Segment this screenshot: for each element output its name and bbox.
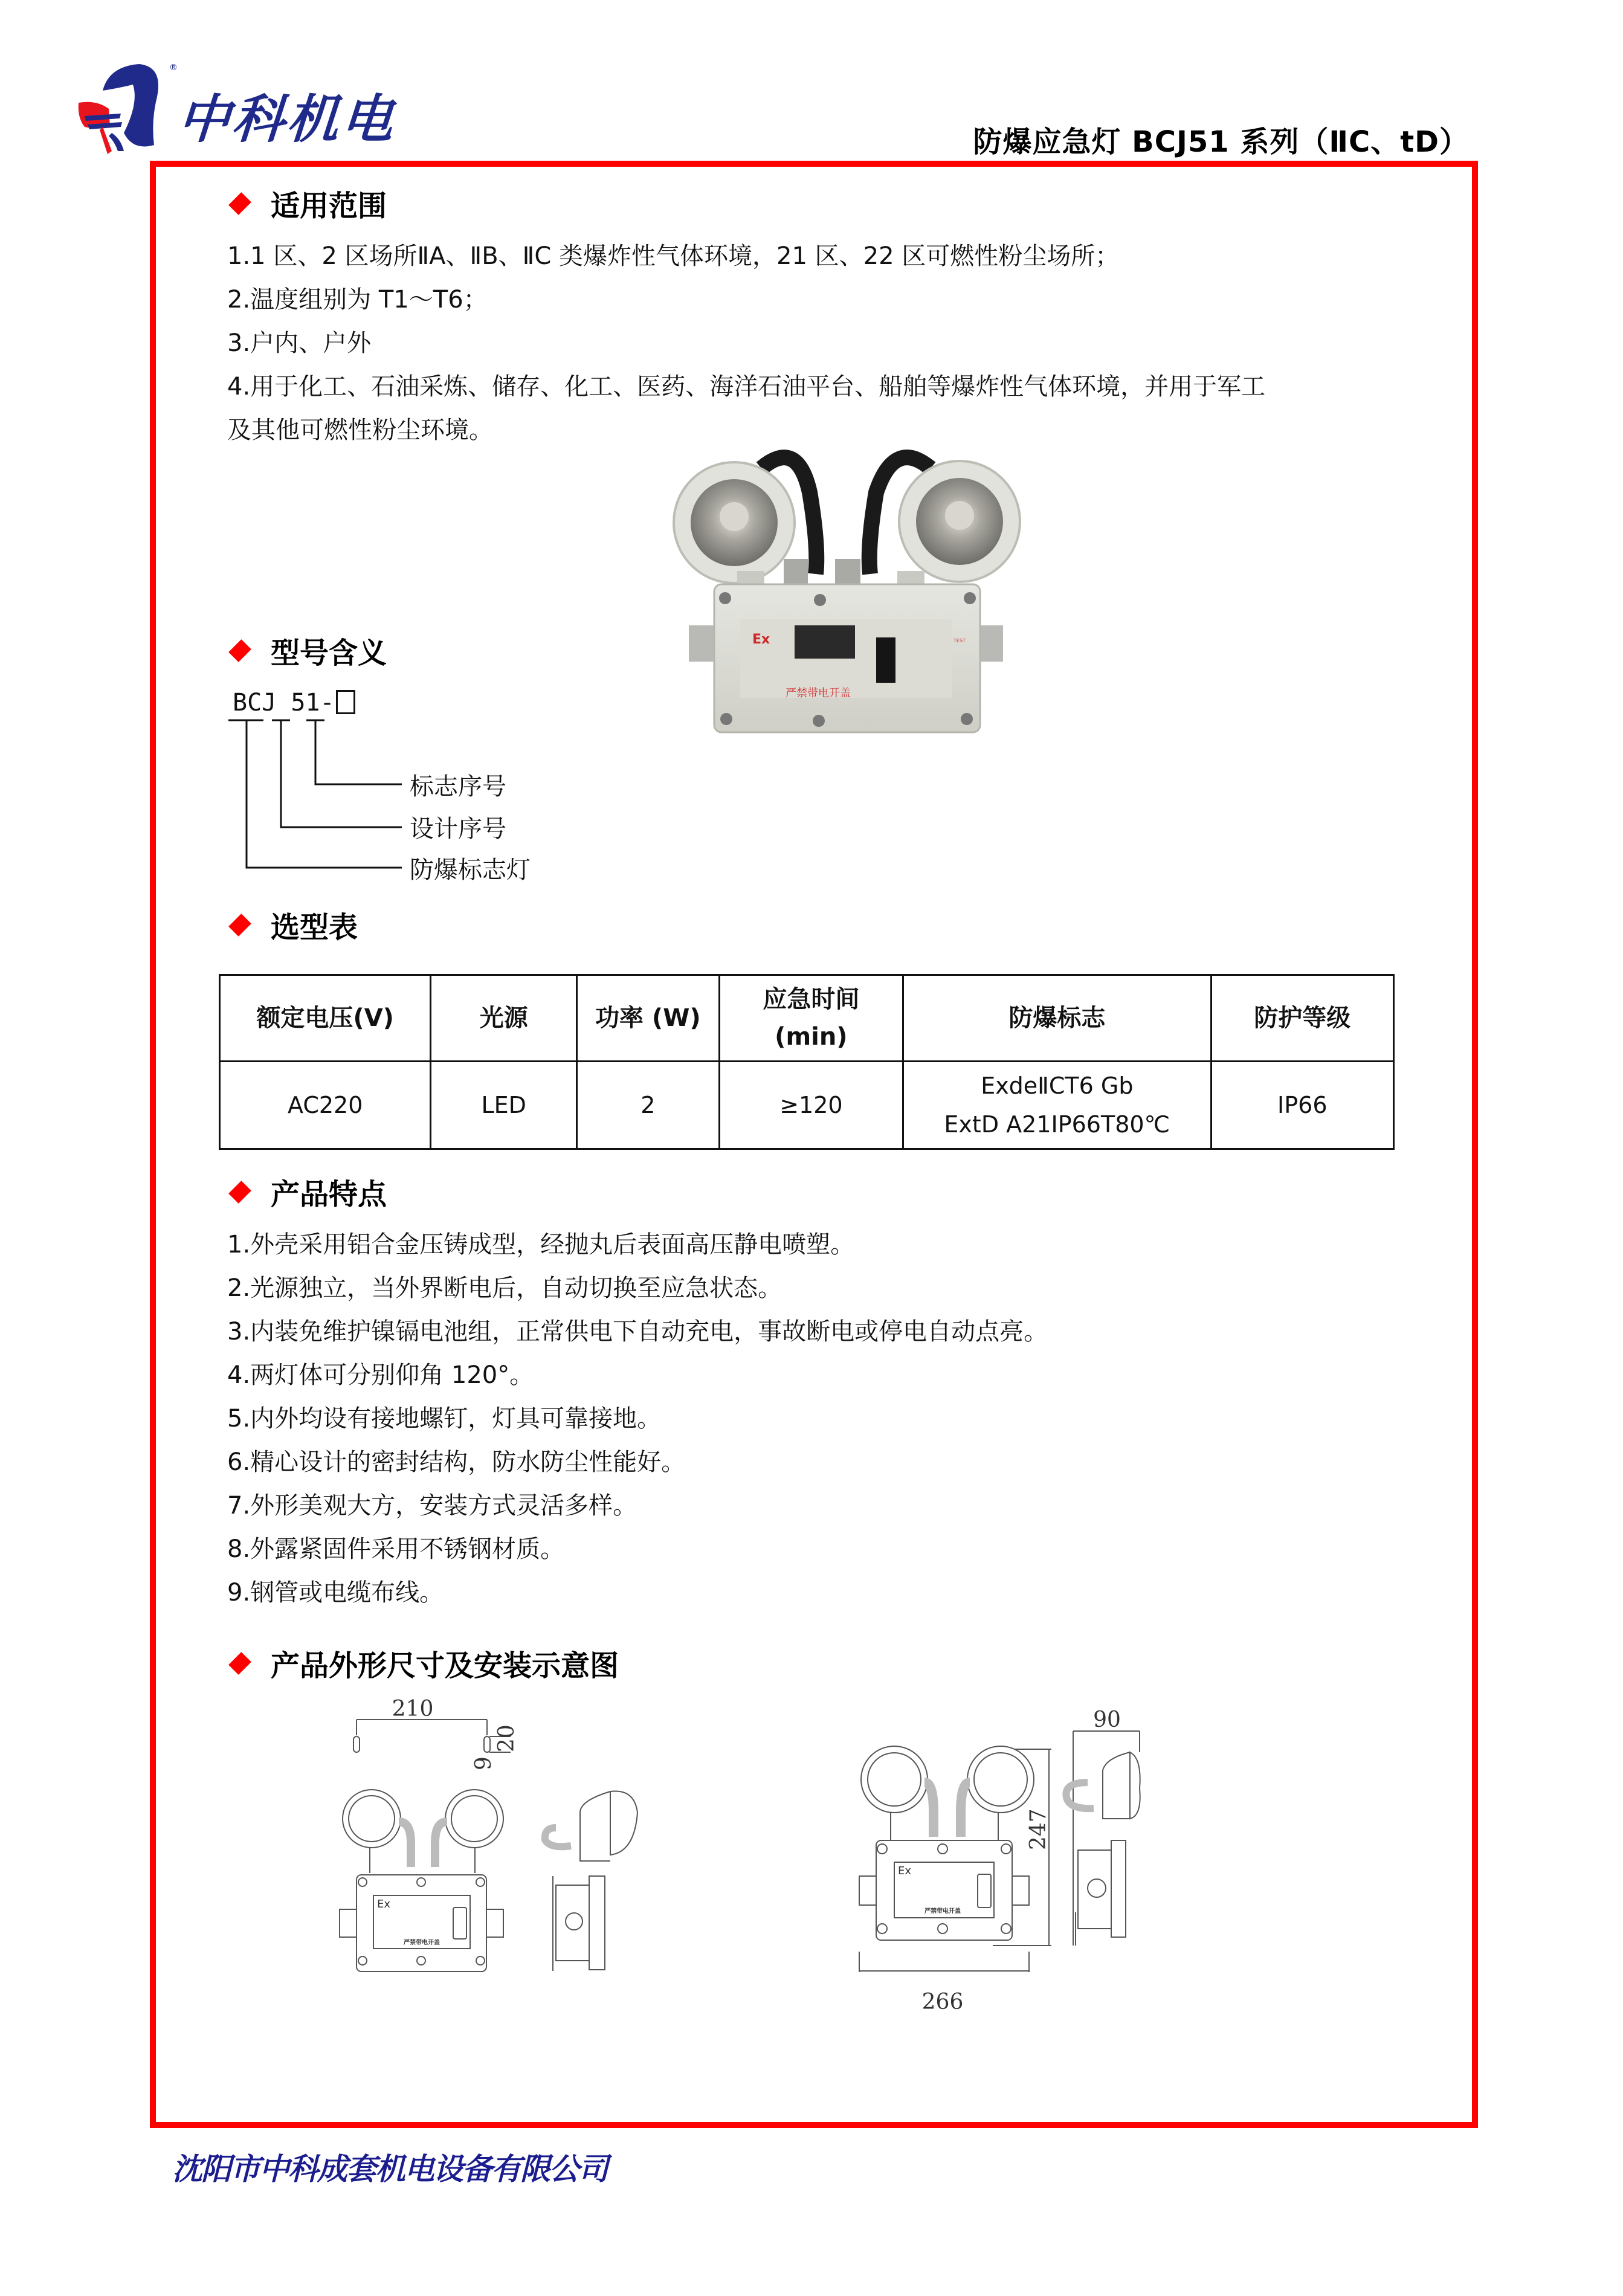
section-title: 适用范围 [271, 189, 387, 223]
model-placeholder-box [336, 690, 355, 714]
list-item: 7.外形美观大方，安装方式灵活多样。 [227, 1492, 637, 1520]
dim-slot-height: 20 [494, 1724, 519, 1752]
cell-voltage: AC220 [220, 1062, 431, 1149]
photo-ex-label: Ex [752, 632, 770, 647]
header-light-source: 光源 [431, 975, 577, 1062]
section-dimensions-heading [228, 1642, 619, 1684]
ex-mark-line-1: ExdeⅡCT6 Gb [981, 1072, 1134, 1099]
diamond-bullet-icon [228, 1652, 251, 1675]
product-photo [665, 444, 1027, 773]
company-logo [66, 60, 514, 157]
logo-emblem-icon [66, 60, 175, 157]
list-item: 1.外壳采用铝合金压铸成型，经抛丸后表面高压静电喷塑。 [227, 1231, 855, 1259]
dimension-drawing-right [846, 1692, 1329, 2091]
cell-power: 2 [577, 1062, 720, 1149]
dim-slot-width: 9 [471, 1756, 496, 1770]
section-selection-heading [228, 904, 358, 946]
mounting-drawing-left [326, 1692, 798, 2078]
section-features-heading [228, 1171, 387, 1213]
cell-emergency-time: ≥120 [719, 1062, 903, 1149]
model-label-design-serial: 设计序号 [410, 815, 506, 843]
list-item: 2.温度组别为 T1～T6； [227, 286, 488, 314]
section-title: 产品特点 [271, 1178, 387, 1211]
header-ex-mark: 防爆标志 [903, 975, 1211, 1062]
header-protection: 防护等级 [1211, 975, 1393, 1062]
drawing-ex-label: Ex [898, 1865, 912, 1877]
logo-text: 中科机电 [175, 89, 398, 150]
table-header-row [220, 975, 1394, 1062]
dim-width: 266 [921, 1990, 964, 2014]
document-title: 防爆应急灯 BCJ51 系列（ⅡC、tD） [973, 125, 1469, 159]
list-item: 6.精心设计的密封结构，防水防尘性能好。 [227, 1448, 686, 1476]
list-item: 1.1 区、2 区场所ⅡA、ⅡB、ⅡC 类爆炸性气体环境，21 区、22 区可燃性粉尘场所； [227, 242, 1120, 270]
registered-mark: ® [169, 63, 178, 73]
header-emergency-time [719, 975, 903, 1062]
list-item: 4.两灯体可分别仰角 120°。 [227, 1361, 534, 1389]
dim-height: 247 [1026, 1808, 1051, 1850]
list-item: 及其他可燃性粉尘环境。 [227, 416, 493, 444]
diamond-bullet-icon [228, 639, 251, 662]
drawing-warning-label: 严禁带电开盖 [404, 1940, 440, 1946]
cell-light-source: LED [431, 1062, 577, 1149]
header-emergency-time-unit: (min) [775, 1023, 848, 1051]
list-item: 3.户内、户外 [227, 329, 372, 357]
diamond-bullet-icon [228, 1181, 251, 1204]
photo-test-label: TEST [953, 638, 966, 643]
ex-mark-line-2: ExtD A21IP66T80℃ [944, 1111, 1170, 1138]
diamond-bullet-icon [228, 914, 251, 937]
header-voltage: 额定电压(V) [220, 975, 431, 1062]
list-item: 2.光源独立，当外界断电后，自动切换至应急状态。 [227, 1274, 782, 1302]
section-title: 选型表 [271, 911, 358, 944]
section-title: 产品外形尺寸及安装示意图 [271, 1649, 619, 1683]
list-item: 9.钢管或电缆布线。 [227, 1579, 444, 1607]
dim-mount-spacing: 210 [392, 1697, 434, 1721]
header-power: 功率 (W) [577, 975, 720, 1062]
selection-table [219, 974, 1395, 1150]
photo-warning-label: 严禁带电开盖 [786, 687, 851, 700]
dim-depth: 90 [1093, 1707, 1121, 1732]
section-scope-heading [228, 182, 387, 224]
features-list [227, 1223, 1048, 1614]
cell-protection: IP66 [1211, 1062, 1393, 1149]
scope-list [227, 234, 1265, 452]
list-item: 4.用于化工、石油采炼、储存、化工、医药、海洋石油平台、船舶等爆炸性气体环境，并用于军工 [227, 373, 1266, 401]
diamond-bullet-icon [228, 192, 251, 215]
drawing-warning-label: 严禁带电开盖 [924, 1908, 961, 1915]
model-code [233, 689, 355, 717]
drawing-ex-label: Ex [377, 1898, 391, 1911]
list-item: 8.外露紧固件采用不锈钢材质。 [227, 1535, 565, 1563]
footer-company-name: 沈阳市中科成套机电设备有限公司 [172, 2152, 607, 2187]
model-code-prefix: BCJ 51- [233, 689, 335, 717]
section-title: 型号含义 [271, 636, 387, 670]
header-emergency-time-label: 应急时间 [763, 985, 860, 1013]
model-label-mark-serial: 标志序号 [410, 773, 506, 801]
cell-ex-mark [903, 1062, 1211, 1149]
list-item: 5.内外均设有接地螺钉，灯具可靠接地。 [227, 1405, 662, 1433]
table-row [220, 1062, 1394, 1149]
model-label-ex-sign-lamp: 防爆标志灯 [410, 856, 531, 884]
section-model-heading [228, 630, 387, 671]
list-item: 3.内装免维护镍镉电池组，正常供电下自动充电，事故断电或停电自动点亮。 [227, 1318, 1048, 1346]
